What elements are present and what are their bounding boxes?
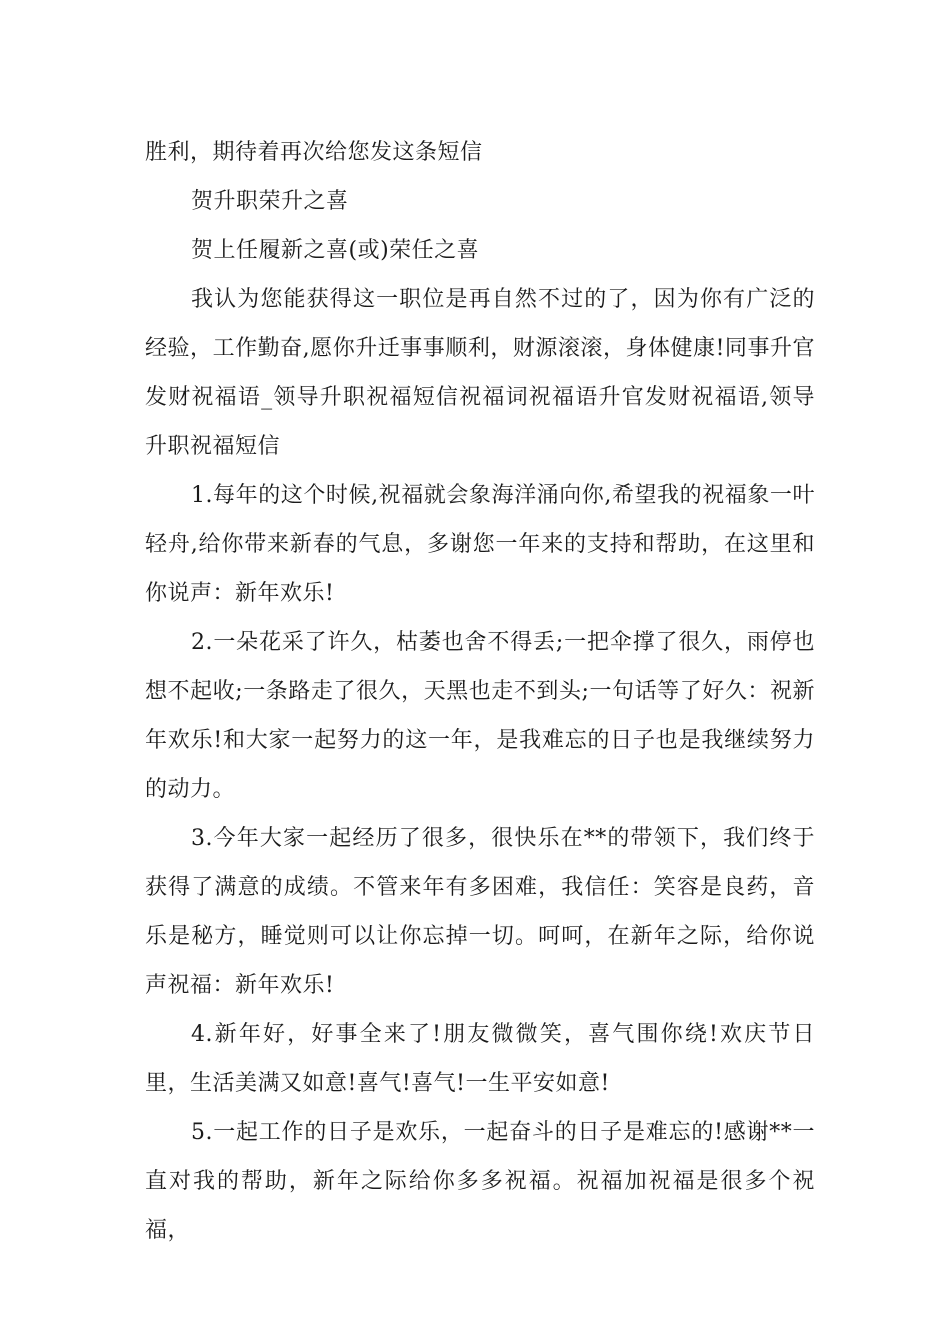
paragraph: 2.一朵花采了许久，枯萎也舍不得丢;一把伞撑了很久，雨停也想不起收;一条路走了很久，天黑也走不到头;一句话等了好久：祝新年欢乐!和大家一起努力的这一年，是我难忘的日子也是我继续努力的动力。	[145, 630, 815, 802]
document-body	[145, 128, 815, 1255]
paragraph: 3.今年大家一起经历了很多，很快乐在**的带领下，我们终于获得了满意的成绩。不管来年有多困难，我信任：笑容是良药，音乐是秘方，睡觉则可以让你忘掉一切。呵呵，在新年之际，给你说声祝福：新年欢乐!	[145, 826, 815, 998]
paragraph: 胜利，期待着再次给您发这条短信	[145, 140, 483, 165]
paragraph: 贺升职荣升之喜	[191, 189, 349, 214]
paragraph: 贺上任履新之喜(或)荣任之喜	[191, 238, 480, 263]
paragraph: 1.每年的这个时候,祝福就会象海洋涌向你,希望我的祝福象一叶轻舟,给你带来新春的气息，多谢您一年来的支持和帮助，在这里和你说声：新年欢乐!	[145, 483, 815, 606]
paragraph: 4.新年好，好事全来了!朋友微微笑，喜气围你绕!欢庆节日里，生活美满又如意!喜气!喜气!一生平安如意!	[145, 1022, 815, 1096]
paragraph: 5.一起工作的日子是欢乐，一起奋斗的日子是难忘的!感谢**一直对我的帮助，新年之际给你多多祝福。祝福加祝福是很多个祝福，	[145, 1120, 815, 1243]
paragraph: 我认为您能获得这一职位是再自然不过的了，因为你有广泛的经验，工作勤奋,愿你升迁事事顺利，财源滚滚，身体健康!同事升官发财祝福语_领导升职祝福短信祝福词祝福语升官发财祝福语,领导升职祝福短信	[145, 287, 815, 459]
